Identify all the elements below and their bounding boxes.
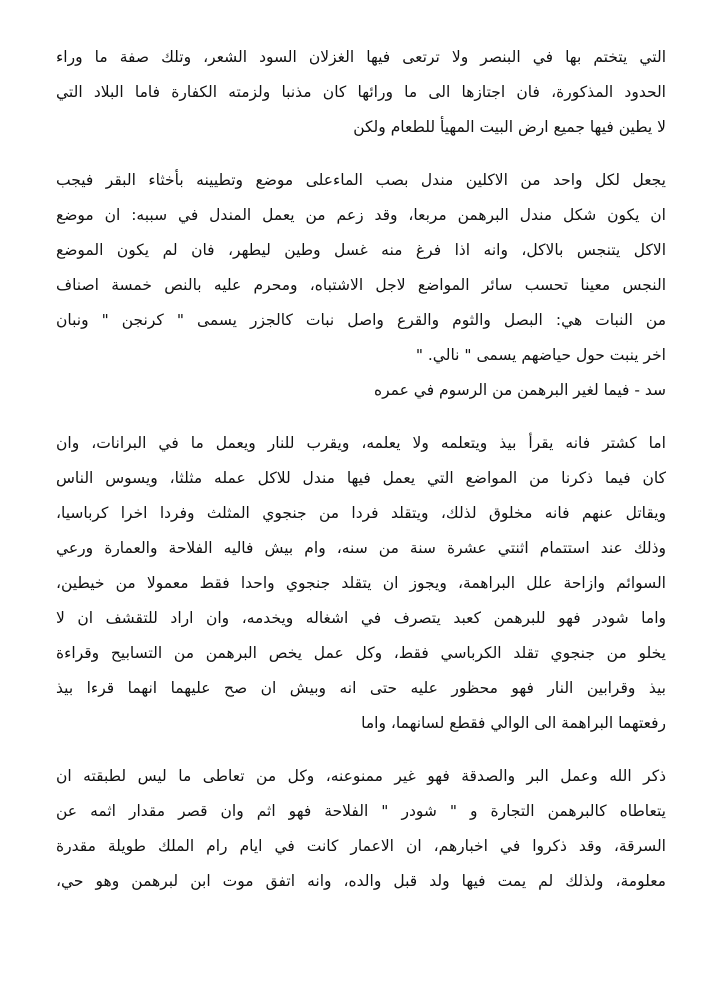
text-line: الاكل يتنجس بالاكل، وانه اذا فرغ منه غسل وطين ليطهر، فان لم يكون الموضع xyxy=(56,241,666,259)
text-line: السرقة، وقد ذكروا في اخبارهم، ان الاعمار كانت في ايام رام الملك طويلة مقدرة xyxy=(56,837,666,855)
text-line: بيذ وقرابين النار فهو محظور عليه حتى انه وبيش ان صح عليهما انهما قرءا بيذ xyxy=(56,679,666,697)
paragraph-1 xyxy=(56,40,666,145)
section-heading: سد - فيما لغير البرهمن من الرسوم في عمره xyxy=(373,381,666,399)
text-line: لا يطين فيها جميع ارض البيت المهيأ للطعام ولكن xyxy=(353,118,666,136)
text-line: اما كشتر فانه يقرأ بيذ ويتعلمه ولا يعلمه، ويقرب للنار ويعمل ما في البرانات، وان xyxy=(56,434,666,452)
text-line: معلومة، ولذلك لم يمت فيها ولد قبل والده، وانه اتفق موت ابن لبرهمن وهو حي، xyxy=(56,872,666,890)
text-line: التي يتختم بها في البنصر ولا ترتعى فيها الغزلان السود الشعر، وتلك صفة ما وراء xyxy=(56,48,666,66)
text-line: اخر ينبت حول حياضهم يسمى " نالي. " xyxy=(415,346,666,364)
text-line: رفعتهما البراهمة الى الوالي فقطع لسانهما، واما xyxy=(361,714,666,732)
text-line: السوائم وازاحة علل البراهمة، ويجوز ان يتقلد جنجوي واحدا فقط معمولا من خيطين، xyxy=(56,574,666,592)
text-line: يخلو من جنجوي تقلد الكرباسي فقط، وكل عمل يخص البرهمن من التسابيح وقراءة xyxy=(56,644,666,662)
text-line: واما شودر فهو للبرهمن كعبد يتصرف في اشغاله ويخدمه، وان اراد للتقشف ان لا xyxy=(56,609,666,627)
text-line: يتعاطاه كالبرهمن التجارة و " شودر " الفلاحة فهو اثم وان قصر مقدار اثمه عن xyxy=(56,802,666,820)
paragraph-2 xyxy=(56,163,666,408)
paragraph-3 xyxy=(56,426,666,741)
text-line: كان فيما ذكرنا من المواضع التي يعمل فيها مندل للاكل عمله مثلثا، ويسوس الناس xyxy=(56,469,666,487)
text-line: يجعل لكل واحد من الاكلين مندل بصب الماءعلى موضع وتطيينه بأخثاء البقر فيجب xyxy=(56,171,666,189)
text-line: الحدود المذكورة، فان اجتازها الى ما ورائها كان مذنبا ولزمته الكفارة فاما البلاد التي xyxy=(56,83,666,101)
text-line: النجس معينا تحسب سائر المواضع لاجل الاشتباه، ومحرم عليه بالنص خمسة اصناف xyxy=(56,276,666,294)
paragraph-4 xyxy=(56,759,666,899)
text-line: من النبات هي: البصل والثوم والقرع واصل نبات كالجزر يسمى " كرنجن " ونبان xyxy=(56,311,666,329)
text-line: ان يكون شكل مندل البرهمن مربعا، وقد زعم من يعمل المندل في سببه: ان موضع xyxy=(56,206,666,224)
text-line: ذكر الله وعمل البر والصدقة فهو غير ممنوعنه، وكل من تعاطى ما ليس لطبقته ان xyxy=(56,767,666,785)
text-line: ويقاتل عنهم فانه مخلوق لذلك، ويتقلد فردا من جنجوي المثلث وفردا اخرا كرباسيا، xyxy=(56,504,666,522)
text-line: وذلك عند استتمام اثنتي عشرة سنة من سنه، وام بيش فاليه الفلاحة والعمارة ورعي xyxy=(56,539,666,557)
